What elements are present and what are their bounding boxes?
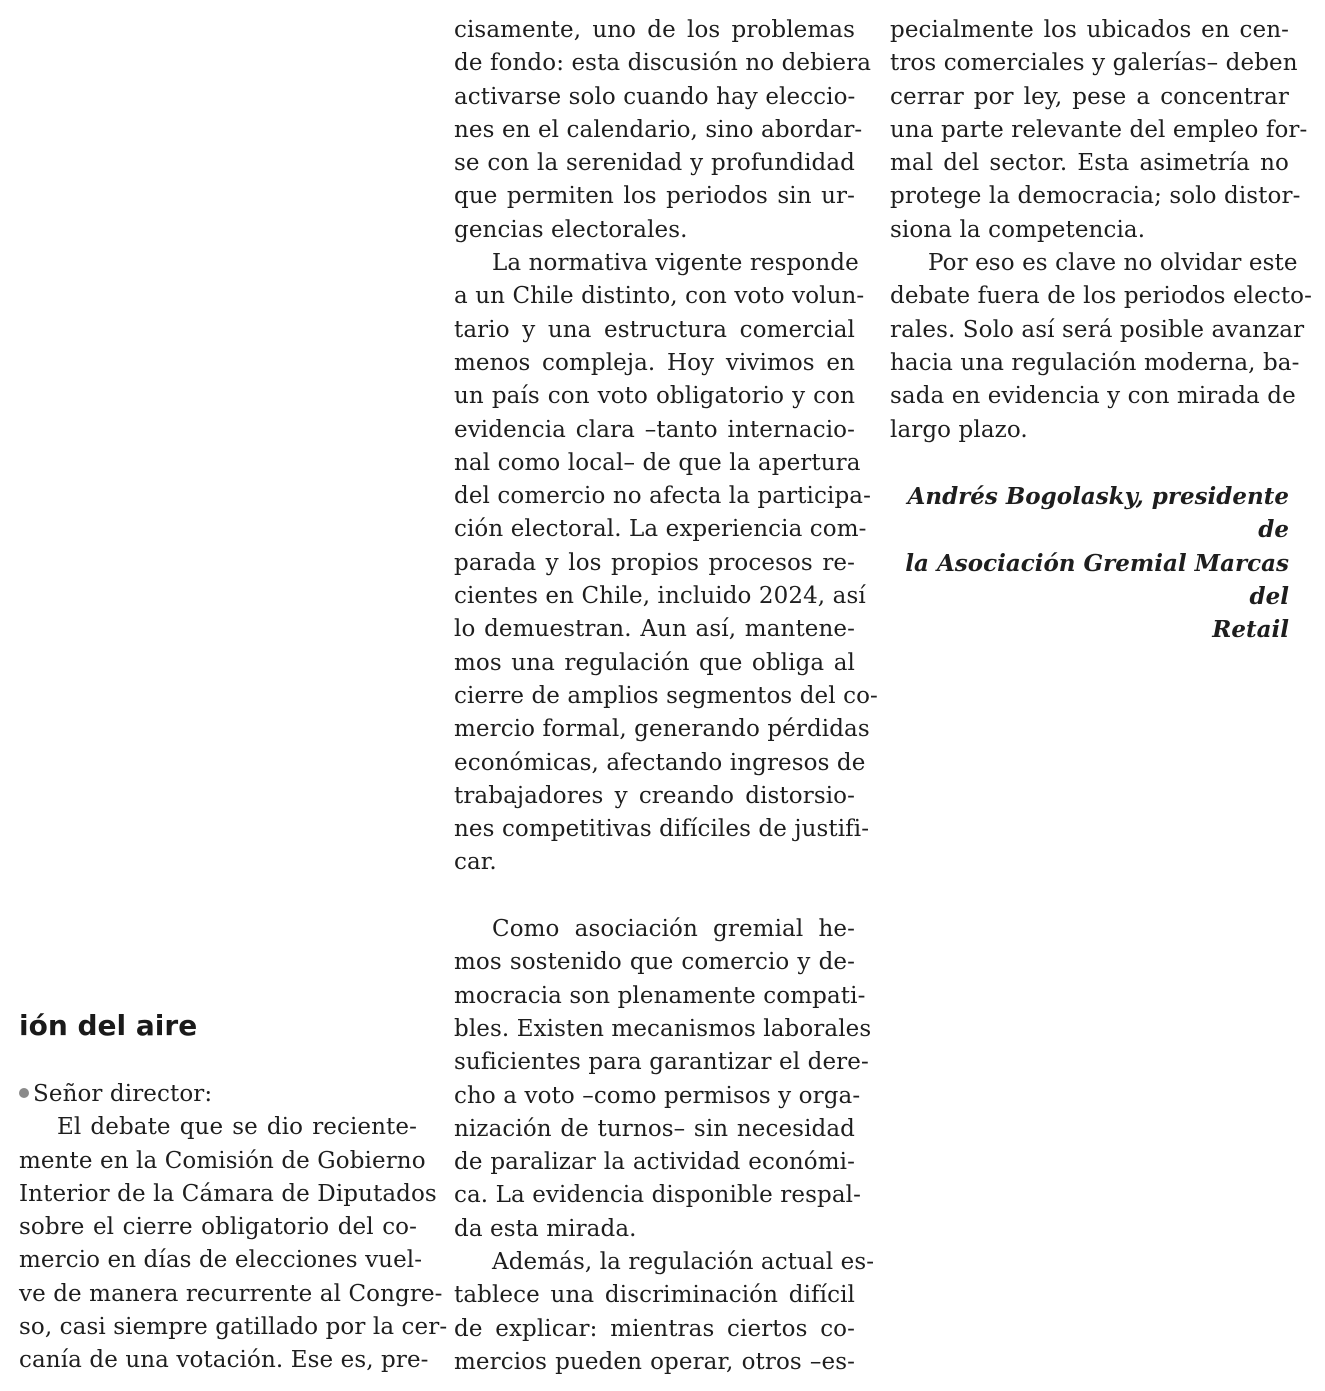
text-line: sada en evidencia y con mirada de bbox=[890, 383, 1296, 410]
text-line: económicas, afectando ingresos de bbox=[454, 749, 866, 776]
text-line: suficientes para garantizar el dere- bbox=[454, 1049, 869, 1076]
text-line: cerrar por ley, pese a concentrar bbox=[890, 83, 1289, 110]
text-line: cho a voto –como permisos y orga- bbox=[454, 1082, 861, 1109]
text-line: protege la democracia; solo distor- bbox=[890, 183, 1301, 210]
signature-line: Retail bbox=[1212, 616, 1289, 644]
article-headline: ión del aire bbox=[19, 1009, 198, 1042]
text-line: Por eso es clave no olvidar este bbox=[928, 250, 1298, 277]
text-line: lo demuestran. Aun así, mantene- bbox=[454, 616, 855, 643]
salutation-text: Señor director: bbox=[33, 1081, 213, 1107]
text-column-middle bbox=[454, 14, 878, 1379]
text-line: ción electoral. La experiencia com- bbox=[454, 516, 867, 543]
signature-line: Andrés Bogolasky, presidente de bbox=[907, 483, 1289, 544]
text-line: rales. Solo así será posible avanzar bbox=[890, 316, 1305, 343]
text-line: da esta mirada. bbox=[454, 1215, 637, 1242]
text-line: un país con voto obligatorio y con bbox=[454, 383, 855, 410]
text-line: Interior de la Cámara de Diputados bbox=[19, 1180, 437, 1207]
text-line: mos sostenido que comercio y de- bbox=[454, 949, 855, 976]
text-line: de fondo: esta discusión no debiera bbox=[454, 50, 872, 77]
text-line: La normativa vigente responde bbox=[492, 250, 859, 277]
text-line: nización de turnos– sin necesidad bbox=[454, 1115, 855, 1142]
text-line: tros comerciales y galerías– deben bbox=[890, 50, 1298, 77]
text-line: nal como local– de que la apertura bbox=[454, 449, 861, 476]
text-line: de explicar: mientras ciertos co- bbox=[454, 1315, 855, 1342]
text-line: largo plazo. bbox=[890, 416, 1028, 443]
text-line: a un Chile distinto, con voto volun- bbox=[454, 283, 865, 310]
text-line: mos una regulación que obliga al bbox=[454, 649, 855, 676]
text-line: Como asociación gremial he- bbox=[492, 916, 855, 943]
text-line: que permiten los periodos sin ur- bbox=[454, 183, 855, 210]
text-line: El debate que se dio reciente- bbox=[57, 1114, 417, 1141]
text-line: mercio en días de elecciones vuel- bbox=[19, 1247, 423, 1274]
text-line: pecialmente los ubicados en cen- bbox=[890, 17, 1289, 43]
text-line: evidencia clara –tanto internacio- bbox=[454, 416, 855, 443]
text-line: se con la serenidad y profundidad bbox=[454, 150, 855, 177]
text-line: nes en el calendario, sino abordar- bbox=[454, 116, 863, 143]
text-line: mal del sector. Esta asimetría no bbox=[890, 150, 1289, 177]
text-column-right bbox=[890, 14, 1312, 447]
text-line: debate fuera de los periodos electo- bbox=[890, 283, 1312, 310]
text-line: tario y una estructura comercial bbox=[454, 316, 855, 343]
text-line: de paralizar la actividad económi- bbox=[454, 1149, 855, 1176]
text-line: nes competitivas difíciles de justifi- bbox=[454, 816, 870, 843]
text-line: so, casi siempre gatillado por la cer- bbox=[19, 1314, 448, 1341]
text-line: mercios pueden operar, otros –es- bbox=[454, 1348, 855, 1375]
text-line: mente en la Comisión de Gobierno bbox=[19, 1147, 426, 1174]
text-line: parada y los propios procesos re- bbox=[454, 549, 855, 576]
text-line: activarse solo cuando hay eleccio- bbox=[454, 83, 856, 110]
text-line: hacia una regulación moderna, ba- bbox=[890, 349, 1300, 376]
text-line: siona la competencia. bbox=[890, 216, 1146, 243]
text-line: cisamente, uno de los problemas bbox=[454, 17, 855, 43]
text-line: trabajadores y creando distorsio- bbox=[454, 782, 855, 809]
salutation bbox=[19, 1078, 417, 1111]
text-line: bles. Existen mecanismos laborales bbox=[454, 1015, 872, 1042]
paragraph-gap bbox=[454, 880, 855, 913]
text-line: ca. La evidencia disponible respal- bbox=[454, 1182, 861, 1209]
text-line: una parte relevante del empleo for- bbox=[890, 116, 1308, 143]
text-line: cientes en Chile, incluido 2024, así bbox=[454, 583, 866, 610]
text-line: tablece una discriminación difícil bbox=[454, 1282, 855, 1309]
text-line: ve de manera recurrente al Congre- bbox=[19, 1280, 443, 1307]
text-line: gencias electorales. bbox=[454, 216, 688, 243]
text-line: sobre el cierre obligatorio del co- bbox=[19, 1214, 417, 1241]
text-line: mocracia son plenamente compati- bbox=[454, 982, 866, 1009]
text-line: del comercio no afecta la participa- bbox=[454, 483, 871, 510]
text-line: car. bbox=[454, 849, 497, 876]
text-line: mercio formal, generando pérdidas bbox=[454, 716, 870, 743]
text-line: Además, la regulación actual es- bbox=[492, 1248, 875, 1275]
text-line: cierre de amplios segmentos del co- bbox=[454, 682, 878, 709]
text-line: canía de una votación. Ese es, pre- bbox=[19, 1347, 429, 1374]
text-column-left bbox=[19, 1078, 448, 1378]
text-line: menos compleja. Hoy vivimos en bbox=[454, 349, 855, 376]
bullet-icon bbox=[19, 1088, 29, 1098]
author-signature bbox=[890, 480, 1289, 646]
signature-line: la Asociación Gremial Marcas del bbox=[905, 549, 1289, 610]
